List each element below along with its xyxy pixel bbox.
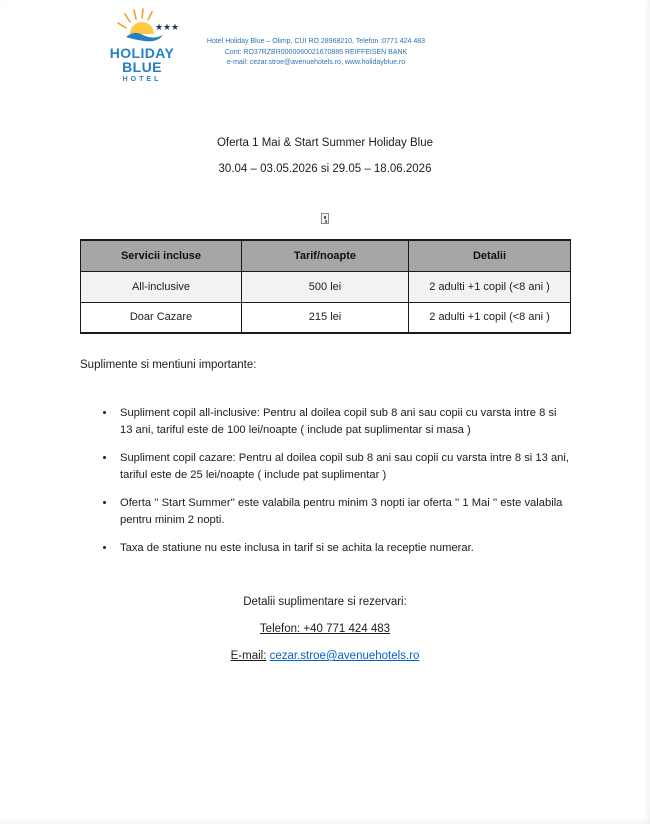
email-label: E-mail: bbox=[230, 650, 267, 662]
contact-line-2: Cont: RO37RZBR0000060021670885 REIFFEISEN BANK bbox=[224, 48, 408, 56]
email-link[interactable]: cezar.stroe@avenuehotels.ro bbox=[269, 650, 420, 662]
table-row bbox=[81, 302, 571, 333]
offer-title: Oferta 1 Mai & Start Summer Holiday Blue bbox=[216, 137, 434, 149]
hotel-logo bbox=[88, 8, 196, 83]
list-item: • Supliment copil all-inclusive: Pentru al doilea copil sub 8 ani sau copii cu varsta intre 8 si 13 ani, tariful este de 100 lei/noapte ( include pat suplimentar si masa ) bbox=[116, 405, 572, 438]
table-header-row bbox=[81, 240, 571, 271]
list-item: • Supliment copil cazare: Pentru al doilea copil sub 8 ani sau copii cu varsta intre 8 si 13 ani, tariful este de 25 lei/noapte ( include pat suplimentar ) bbox=[116, 450, 572, 483]
cell-price: 500 lei bbox=[242, 271, 409, 302]
footer-email-row bbox=[0, 650, 650, 662]
contact-line-3: e-mail: cezar.stroe@avenuehotels.ro, www.holidayblue.ro bbox=[226, 59, 406, 66]
missing-glyph-icon bbox=[321, 213, 329, 224]
svg-text:★: ★ bbox=[171, 23, 180, 33]
cell-service: Doar Cazare bbox=[81, 302, 242, 333]
col-header-servicii: Servicii incluse bbox=[81, 240, 242, 271]
footer-phone: Telefon: +40 771 424 483 bbox=[259, 623, 391, 635]
logo-art bbox=[100, 8, 184, 46]
logo-subtitle: HOTEL bbox=[122, 76, 162, 83]
table-row bbox=[81, 271, 571, 302]
cell-service: All-inclusive bbox=[81, 271, 242, 302]
svg-text:★: ★ bbox=[155, 23, 164, 33]
svg-text:★: ★ bbox=[163, 23, 172, 33]
col-header-tarif: Tarif/noapte bbox=[242, 240, 409, 271]
header-contact-block bbox=[198, 37, 434, 69]
col-header-detalii: Detalii bbox=[409, 240, 571, 271]
marker-row bbox=[0, 211, 650, 229]
cell-price: 215 lei bbox=[242, 302, 409, 333]
cell-details: 2 adulti +1 copil (<8 ani ) bbox=[409, 271, 571, 302]
cell-details: 2 adulti +1 copil (<8 ani ) bbox=[409, 302, 571, 333]
list-item: • Taxa de statiune nu este inclusa in tarif si se achita la receptie numerar. bbox=[116, 540, 572, 557]
sun-body bbox=[130, 22, 154, 34]
logo-name: HOLIDAY BLUE bbox=[109, 45, 175, 75]
wave-icon bbox=[126, 33, 163, 41]
offer-dates: 30.04 – 03.05.2026 si 29.05 – 18.06.2026 bbox=[218, 163, 432, 175]
notes-heading: Suplimente si mentiuni importante: bbox=[80, 359, 257, 371]
footer-heading: Detalii suplimentare si rezervari: bbox=[243, 596, 407, 608]
notes-list bbox=[116, 405, 572, 569]
list-item: • Oferta '' Start Summer'' este valabila pentru minim 3 nopti iar oferta '' 1 Mai '' este valabila pentru minim 2 nopti. bbox=[116, 495, 572, 528]
pricing-table bbox=[80, 239, 571, 334]
stars-icon bbox=[155, 23, 179, 33]
contact-line-1: Hotel Holiday Blue – Olimp, CUI RO 28968210, Telefon :0771 424 483 bbox=[206, 38, 426, 45]
